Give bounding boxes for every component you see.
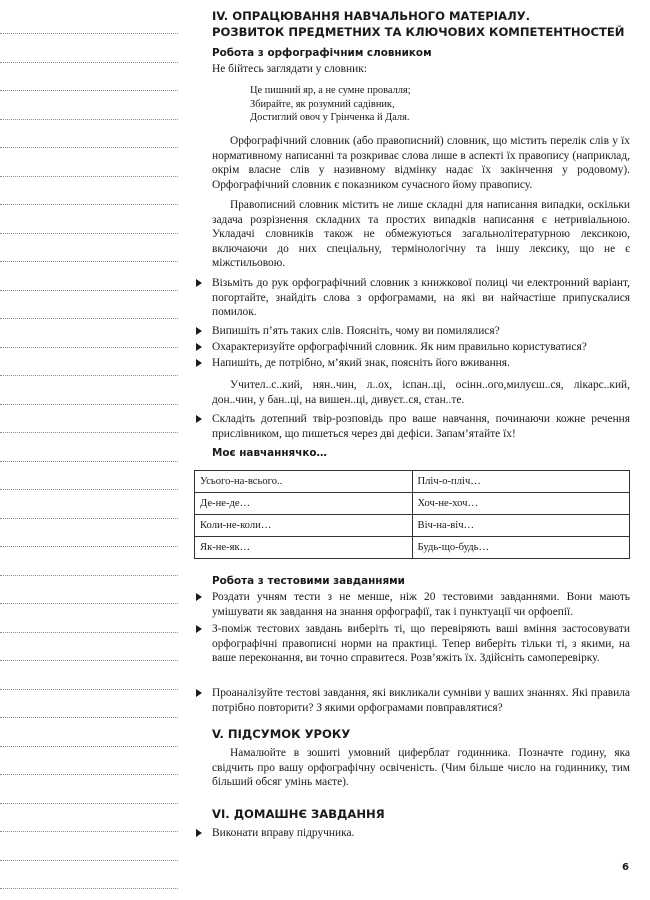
margin-ruled-line	[0, 489, 178, 490]
margin-ruled-line	[0, 746, 178, 747]
table-row	[195, 537, 630, 559]
triangle-bullet-icon	[196, 625, 202, 633]
margin-notes-area	[0, 0, 180, 900]
margin-ruled-line	[0, 632, 178, 633]
table-cell: Коли-не-коли…	[195, 515, 413, 537]
dictionary-paragraph-1: Орфографічний словник (або правописний) словник, що містить перелік слів у їх нормативному написанні та розкриває слова лише в аспекті їх правопису (наприклад, окрім власне слів у називному відмінку надає їх закінчення у родовому). Орфографічний словник є показником сучасного йому правопису.	[212, 135, 630, 191]
triangle-bullet-icon	[196, 343, 202, 351]
margin-ruled-line	[0, 689, 178, 690]
task-item: Охарактеризуйте орфографічний словник. Як ним правильно користуватися?	[196, 340, 630, 355]
table-row	[195, 493, 630, 515]
margin-ruled-line	[0, 717, 178, 718]
task-item: Напишіть, де потрібно, м’який знак, поясніть його вживання.	[196, 356, 630, 371]
table-row	[195, 471, 630, 493]
margin-ruled-line	[0, 432, 178, 433]
task-item: Випишіть п’ять таких слів. Поясніть, чому ви помилялися?	[196, 324, 630, 339]
triangle-bullet-icon	[196, 359, 202, 367]
table-cell: Пліч-о-пліч…	[412, 471, 630, 493]
hyphenated-words-table	[194, 470, 630, 559]
poem-line: Це пишний яр, а не сумне провалля;	[250, 85, 411, 96]
table-cell: Будь-що-будь…	[412, 537, 630, 559]
section-5-text: Намалюйте в зошиті умовний циферблат годинника. Позначте годину, яка свідчить про вашу орфографічну освіченість. (Чим більше число на годиннику, тим більший обсяг умінь маєте).	[212, 747, 630, 789]
margin-ruled-line	[0, 831, 178, 832]
section-5-title: V. ПІДСУМОК УРОКУ	[212, 727, 351, 741]
test-task-item: Роздати учням тести з не менше, ніж 20 тестовими завданнями. Вони мають умішувати як завдання на знання орфографії, так і пунктуації чи орфоепії.	[196, 590, 630, 619]
table-cell: Усього-на-всього..	[195, 471, 413, 493]
triangle-bullet-icon	[196, 415, 202, 423]
margin-ruled-line	[0, 461, 178, 462]
margin-ruled-line	[0, 119, 178, 120]
margin-ruled-line	[0, 147, 178, 148]
homework-task-item: Виконати вправу підручника.	[196, 826, 630, 841]
poem-line: Достиглий овоч у Грінченка й Даля.	[250, 112, 410, 124]
margin-ruled-line	[0, 375, 178, 376]
soft-sign-exercise: Учител..с..кий, нян..чин, л..ох, іспан..ці, осінн..ого,милуєш..ся, лікарс..кий, дон..чин, у бан..ці, на вишен..ці, дивуєт..ся, стан..те.	[212, 379, 630, 406]
section-4-title-line-2: РОЗВИТОК ПРЕДМЕТНИХ ТА КЛЮЧОВИХ КОМПЕТЕНТНОСТЕЙ	[212, 25, 625, 39]
task-item: Візьміть до рук орфографічний словник з книжкової полиці чи електронний варіант, погортайте, знайдіть слова з орфограмами, на які ви найчастіше припускалися помилок.	[196, 276, 630, 320]
margin-ruled-line	[0, 261, 178, 262]
margin-ruled-line	[0, 575, 178, 576]
dictionary-intro: Не бійтесь заглядати у словник:	[212, 63, 367, 75]
triangle-bullet-icon	[196, 829, 202, 837]
poem-quote	[250, 84, 411, 125]
table-cell: Як-не-як…	[195, 537, 413, 559]
margin-ruled-line	[0, 603, 178, 604]
margin-ruled-line	[0, 518, 178, 519]
test-task-item: Проаналізуйте тестові завдання, які викликали сумніви у ваших знаннях. Які правила потрібно повторити? З якими орфограмами повправлятися?	[196, 686, 630, 715]
triangle-bullet-icon	[196, 327, 202, 335]
test-task-item: З-поміж тестових завдань виберіть ті, що перевіряють ваші вміння застосовувати орфографічні правописні норми на практиці. Тепер виберіть тільки ті, з якими, на ваше переконання, ви точно справитеся. Розв’яжіть їх. Здійсніть самоперевірку.	[196, 622, 630, 666]
margin-ruled-line	[0, 888, 178, 889]
margin-ruled-line	[0, 204, 178, 205]
margin-ruled-line	[0, 290, 178, 291]
tests-heading: Робота з тестовими завданнями	[212, 575, 405, 587]
margin-ruled-line	[0, 774, 178, 775]
margin-ruled-line	[0, 347, 178, 348]
margin-ruled-line	[0, 176, 178, 177]
task-item: Складіть дотепний твір-розповідь про ваше навчання, починаючи кожне речення прислівником, що пишеться через дві дефіси. Запам’ятайте їх!	[196, 412, 630, 441]
margin-ruled-line	[0, 660, 178, 661]
table-cell: Віч-на-віч…	[412, 515, 630, 537]
section-6-title: VI. ДОМАШНЄ ЗАВДАННЯ	[212, 807, 385, 821]
section-4-title-line-1: IV. ОПРАЦЮВАННЯ НАВЧАЛЬНОГО МАТЕРІАЛУ.	[212, 9, 531, 23]
triangle-bullet-icon	[196, 593, 202, 601]
triangle-bullet-icon	[196, 689, 202, 697]
dictionary-heading: Робота з орфографічним словником	[212, 47, 432, 59]
margin-ruled-line	[0, 860, 178, 861]
dictionary-paragraph-2: Правописний словник містить не лише складні для написання випадки, оскільки задача розрізнення складних та простих випадків написання є нетривіальною. Укладачі словників також не обмежуються загальнолітературною лексикою, включаючи до них спеціальну, термінологічну та іншу лексику, що не є міжстильовою.	[212, 199, 630, 270]
table-row	[195, 515, 630, 537]
page-number: 6	[622, 862, 629, 873]
table-cell: Хоч-не-хоч…	[412, 493, 630, 515]
margin-ruled-line	[0, 546, 178, 547]
margin-ruled-line	[0, 318, 178, 319]
poem-line: Збирайте, як розумний садівник,	[250, 98, 395, 110]
my-learning-heading: Моє навчаннячко…	[212, 447, 327, 459]
margin-ruled-line	[0, 90, 178, 91]
margin-ruled-line	[0, 803, 178, 804]
margin-ruled-line	[0, 62, 178, 63]
table-cell: Де-не-де…	[195, 493, 413, 515]
triangle-bullet-icon	[196, 279, 202, 287]
margin-ruled-line	[0, 233, 178, 234]
margin-ruled-line	[0, 33, 178, 34]
margin-ruled-line	[0, 404, 178, 405]
